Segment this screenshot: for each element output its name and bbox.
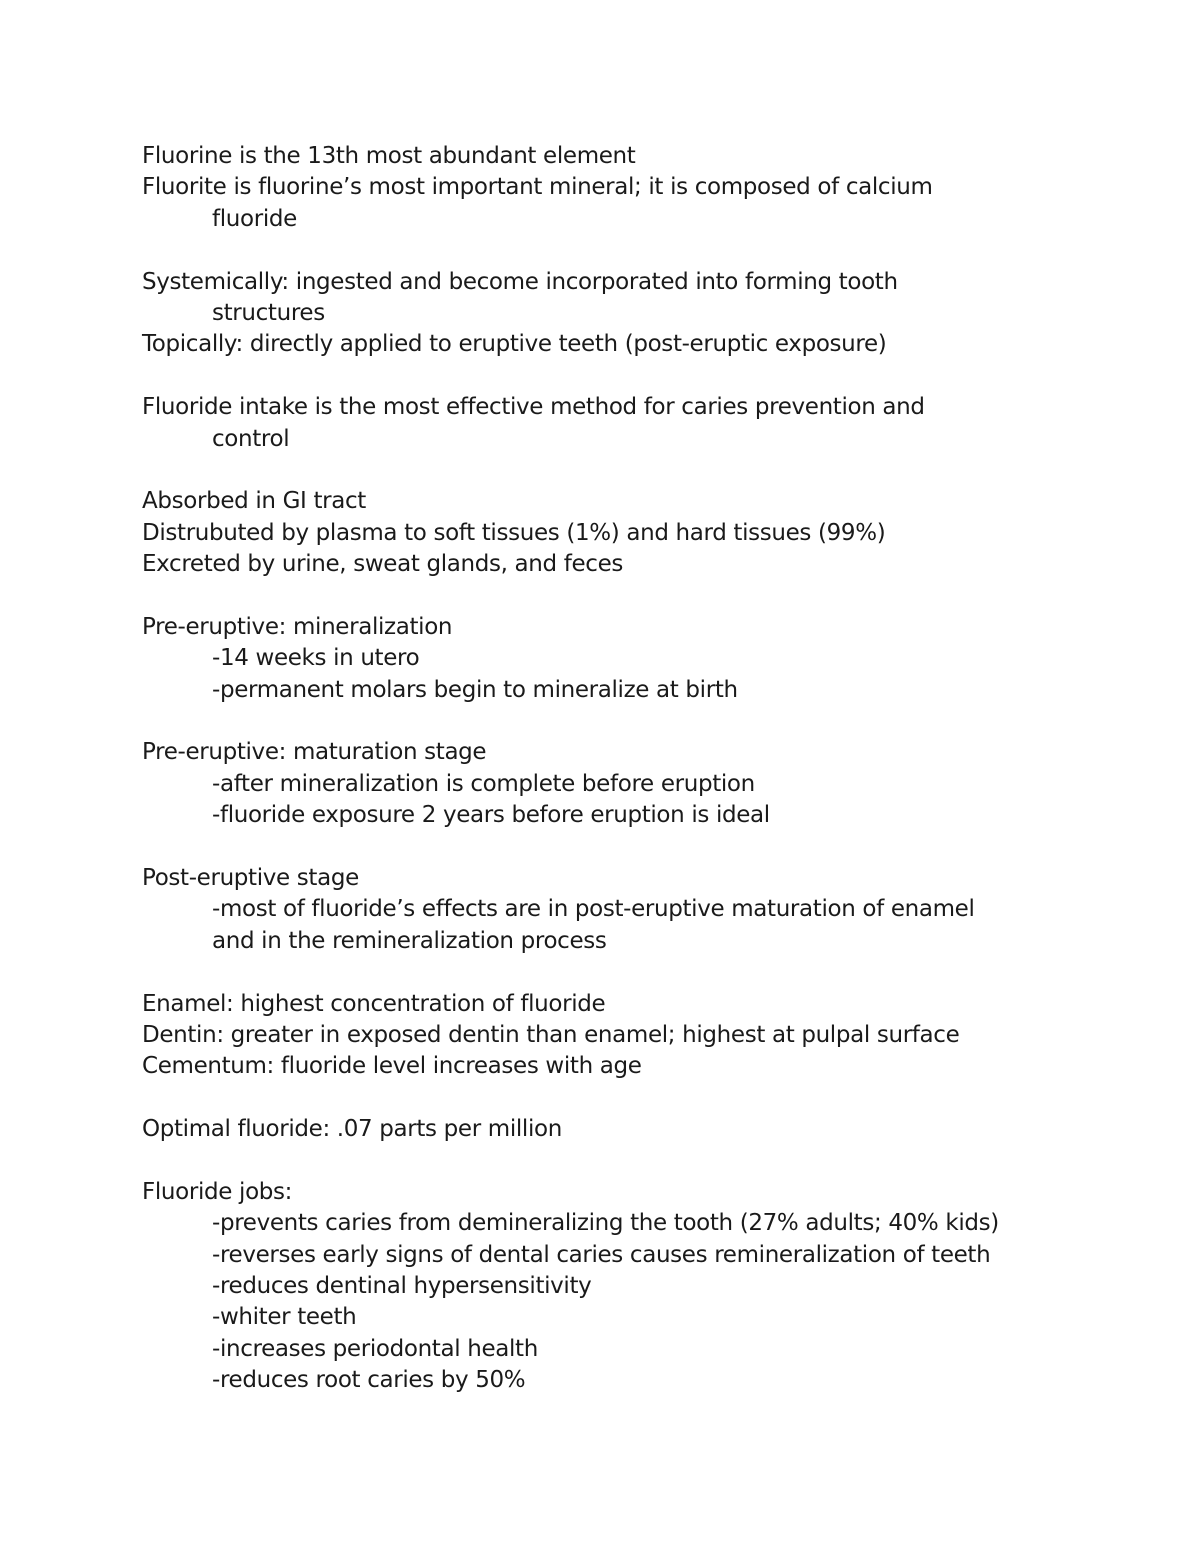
text-line: Optimal fluoride: .07 parts per million bbox=[142, 1116, 562, 1143]
indented-text-line: fluoride bbox=[212, 205, 297, 232]
text-line: Pre-eruptive: mineralization bbox=[142, 613, 453, 640]
text-line: Fluoride intake is the most effective method for caries prevention and bbox=[142, 394, 925, 421]
indented-text-line: -fluoride exposure 2 years before eruption is ideal bbox=[212, 802, 770, 829]
text-line: Topically: directly applied to eruptive teeth (post-eruptic exposure) bbox=[142, 331, 887, 358]
indented-text-line: -permanent molars begin to mineralize at birth bbox=[212, 676, 738, 703]
indented-text-line: -reverses early signs of dental caries causes remineralization of teeth bbox=[212, 1241, 991, 1268]
text-line: Dentin: greater in exposed dentin than enamel; highest at pulpal surface bbox=[142, 1021, 960, 1048]
indented-text-line: -reduces dentinal hypersensitivity bbox=[212, 1273, 592, 1300]
blank-line bbox=[142, 957, 1102, 988]
text-line: Fluorite is fluorine’s most important mineral; it is composed of calcium bbox=[142, 174, 933, 201]
document-body bbox=[142, 141, 1102, 1397]
text-line: Fluoride jobs: bbox=[142, 1178, 293, 1205]
text-line: Distrubuted by plasma to soft tissues (1%) and hard tissues (99%) bbox=[142, 519, 886, 546]
indented-text-line: -most of fluoride’s effects are in post-eruptive maturation of enamel bbox=[212, 896, 975, 923]
text-line: Fluorine is the 13th most abundant element bbox=[142, 143, 636, 169]
blank-line bbox=[142, 832, 1102, 863]
text-line: Pre-eruptive: maturation stage bbox=[142, 739, 487, 766]
text-line: Excreted by urine, sweat glands, and feces bbox=[142, 551, 624, 578]
text-line: Absorbed in GI tract bbox=[142, 488, 366, 515]
text-line: Cementum: fluoride level increases with age bbox=[142, 1053, 642, 1080]
blank-line bbox=[142, 706, 1102, 737]
text-line: Post-eruptive stage bbox=[142, 864, 359, 891]
indented-text-line: -14 weeks in utero bbox=[212, 645, 420, 672]
blank-line bbox=[142, 235, 1102, 266]
blank-line bbox=[142, 580, 1102, 611]
indented-text-line: -reduces root caries by 50% bbox=[212, 1367, 526, 1394]
indented-text-line: structures bbox=[212, 299, 325, 326]
blank-line bbox=[142, 361, 1102, 392]
blank-line bbox=[142, 455, 1102, 486]
indented-text-line: control bbox=[212, 425, 290, 452]
indented-text-line: -after mineralization is complete before eruption bbox=[212, 770, 755, 797]
blank-line bbox=[142, 1146, 1102, 1177]
indented-text-line: -prevents caries from demineralizing the tooth (27% adults; 40% kids) bbox=[212, 1210, 999, 1237]
text-line: Systemically: ingested and become incorporated into forming tooth bbox=[142, 268, 898, 295]
indented-text-line: and in the remineralization process bbox=[212, 927, 607, 954]
blank-line bbox=[142, 1083, 1102, 1114]
indented-text-line: -increases periodontal health bbox=[212, 1335, 538, 1362]
indented-text-line: -whiter teeth bbox=[212, 1304, 357, 1331]
text-line: Enamel: highest concentration of fluoride bbox=[142, 990, 606, 1017]
